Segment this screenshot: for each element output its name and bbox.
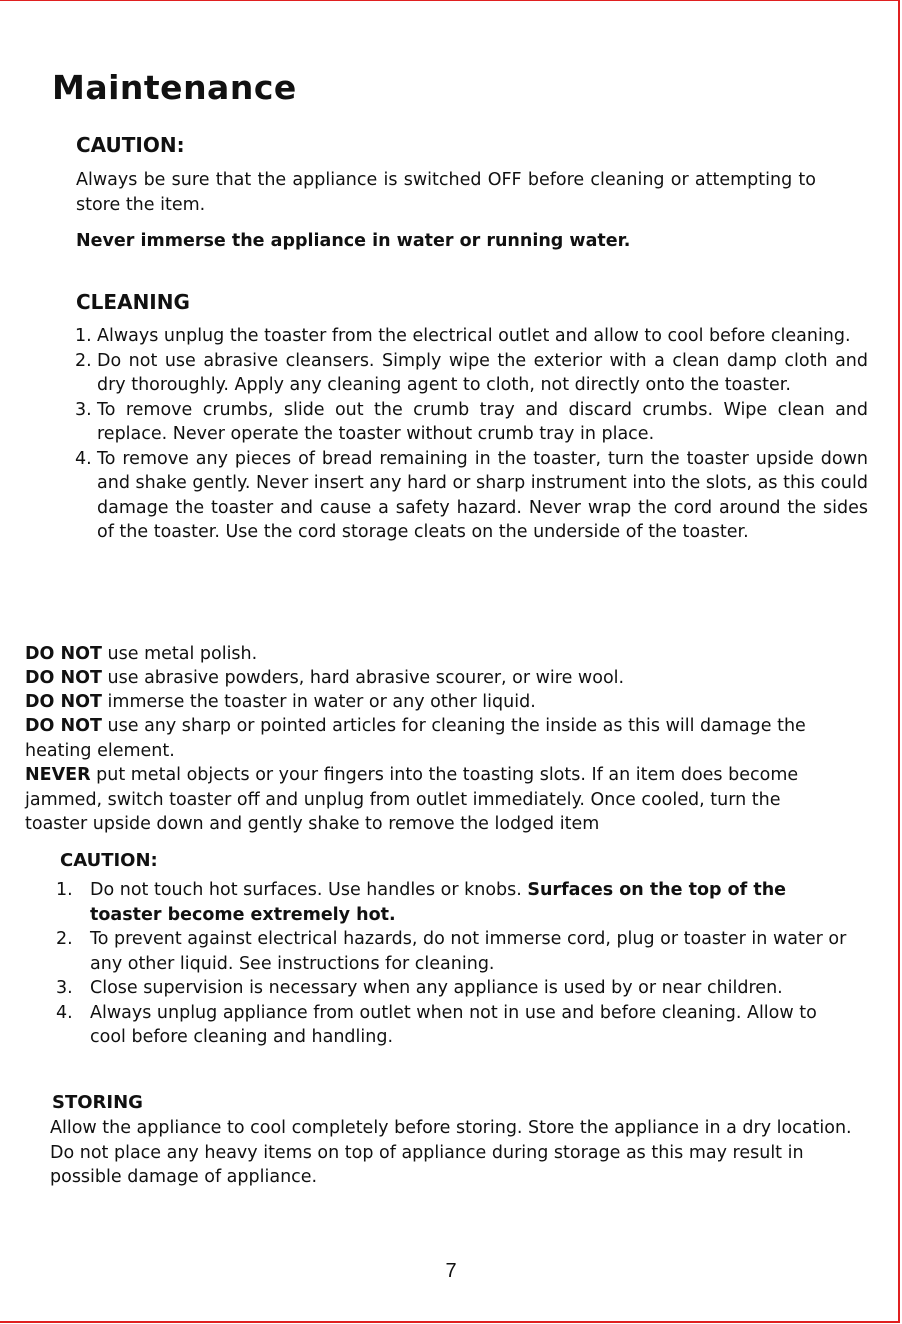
cleaning-heading: CLEANING bbox=[76, 290, 190, 314]
list-item: 1. Always unplug the toaster from the electrical outlet and allow to cool before cleaning. bbox=[75, 326, 851, 346]
page-number: 7 bbox=[445, 1260, 457, 1282]
caution-heading: CAUTION: bbox=[76, 133, 185, 157]
list-item: 2. Do not use abrasive cleansers. Simply wipe the exterior with a clean damp cloth and dry thoroughly. Apply any cleaning agent to cloth, not directly onto the toaster. bbox=[75, 350, 868, 395]
caution-heading-2: CAUTION: bbox=[60, 850, 158, 871]
storing-heading: STORING bbox=[52, 1092, 143, 1113]
caution-text: Always be sure that the appliance is switched OFF before cleaning or attempting to store the item. bbox=[76, 170, 816, 215]
warning-line: DO NOT use metal polish. bbox=[25, 644, 258, 664]
caution-warning-line: Never immerse the appliance in water or running water. bbox=[76, 231, 631, 251]
warning-line: DO NOT immerse the toaster in water or any other liquid. bbox=[25, 692, 536, 712]
warning-line: DO NOT use any sharp or pointed articles for cleaning the inside as this will damage the heating element. bbox=[25, 716, 806, 761]
list-item: 2. To prevent against electrical hazards, do not immerse cord, plug or toaster in water or any other liquid. See instructions for cleaning. bbox=[56, 929, 847, 974]
list-item: 1. Do not touch hot surfaces. Use handles or knobs. Surfaces on the top of the toaster become extremely hot. bbox=[56, 880, 787, 925]
storing-text: Allow the appliance to cool completely before storing. Store the appliance in a dry location. Do not place any heavy items on top of appliance during storage as this may result in possible damage of appliance. bbox=[50, 1118, 852, 1187]
list-item: 3. Close supervision is necessary when any appliance is used by or near children. bbox=[56, 978, 783, 998]
warning-line: DO NOT use abrasive powders, hard abrasive scourer, or wire wool. bbox=[25, 668, 625, 688]
caution-list bbox=[56, 878, 856, 1050]
list-item: 3. To remove crumbs, slide out the crumb tray and discard crumbs. Wipe clean and replace. Never operate the toaster without crumb tray in place. bbox=[75, 399, 868, 444]
page-title: Maintenance bbox=[52, 68, 297, 107]
warning-line: NEVER put metal objects or your fingers into the toasting slots. If an item does become jammed, switch toaster off and unplug from outlet immediately. Once cooled, turn the toaster upside down and gently shake to remove the lodged item bbox=[25, 765, 799, 834]
list-item: 4. To remove any pieces of bread remaining in the toaster, turn the toaster upside down and shake gently. Never insert any hard or sharp instrument into the slots, as this could damage the toaster and cause a safety hazard. Never wrap the cord around the sides of the toaster. Use the cord storage cleats on the underside of the toaster. bbox=[75, 448, 868, 542]
cleaning-list bbox=[75, 324, 868, 545]
list-item: 4. Always unplug appliance from outlet when not in use and before cleaning. Allow to cool before cleaning and handling. bbox=[56, 1002, 817, 1047]
